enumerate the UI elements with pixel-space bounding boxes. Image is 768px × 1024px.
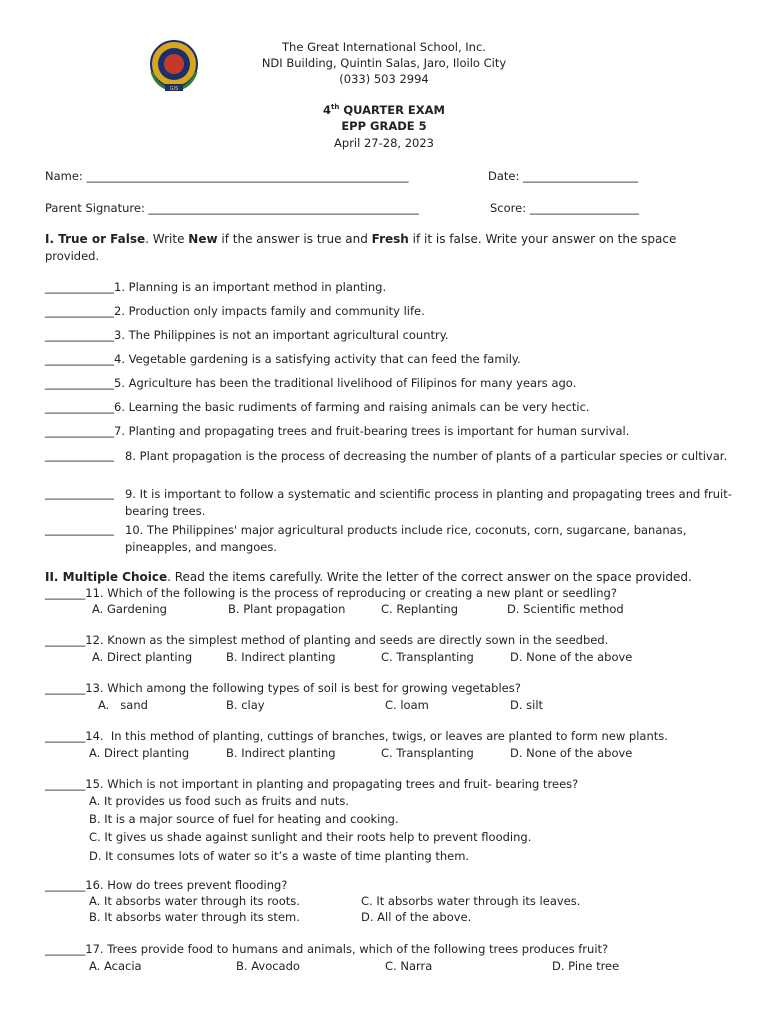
part1-instructions-cont: provided. [45,249,100,263]
option-d: D. silt [510,698,544,712]
option-c: C. Narra [385,959,433,973]
score-field[interactable]: Score: ___________________ [490,201,639,215]
option-a: A. Direct planting [89,746,190,760]
mc-question-17: _______17. Trees provide food to humans and animals, which of the following trees produces fruit? [45,942,609,956]
option-d: D. Pine tree [552,959,620,973]
tf-item: ____________5. Agriculture has been the traditional livelihood of Filipinos for many years ago. [45,376,577,390]
logo-text: GIS [169,86,179,92]
option-c: C. loam [385,698,429,712]
part1-instructions: I. True or False. Write New if the answer is true and Fresh if it is false. Write your answer on the space [45,232,677,246]
option-c: C. It absorbs water through its leaves. [361,894,581,908]
school-address: NDI Building, Quintin Salas, Jaro, Iloilo City [261,56,507,70]
option-b: B. clay [226,698,265,712]
answer-blank[interactable]: ____________ [45,352,114,366]
option-a: A. It absorbs water through its roots. [89,894,300,908]
option-a: A. sand [98,698,148,712]
option-d: D. All of the above. [361,910,472,924]
option-a: A. Gardening [92,602,167,616]
tf-item: ____________7. Planting and propagating trees and fruit-bearing trees is important for human survival. [45,424,630,438]
answer-blank[interactable]: ____________ [45,376,114,390]
parent-signature-field[interactable]: Parent Signature: _______________________________________________ [45,201,419,215]
option-b: B. It absorbs water through its stem. [89,910,300,924]
answer-blank[interactable]: ____________ [45,448,114,462]
date-field[interactable]: Date: ____________________ [488,169,639,183]
answer-blank[interactable]: ____________ [45,486,114,500]
tf-item: ____________2. Production only impacts family and community life. [45,304,425,318]
tf-item-text: 9. It is important to follow a systematic and scientific process in planting and propagating trees and fruit-bearing trees. [125,487,732,518]
answer-blank[interactable]: ____________ [45,304,114,318]
option-a: A. Direct planting [92,650,193,664]
option-a: A. It provides us food such as fruits and nuts. [89,794,350,808]
answer-blank[interactable]: ____________ [45,400,114,414]
mc-question-12: _______12. Known as the simplest method of planting and seeds are directly sown in the seedbed. [45,633,609,647]
mc-question-11: _______11. Which of the following is the process of reproducing or creating a new plant or seedling? [45,586,617,600]
option-d: D. None of the above [510,650,633,664]
option-b: B. Indirect planting [226,650,336,664]
exam-title: 4th QUARTER EXAM [323,103,445,117]
name-field[interactable]: Name: ________________________________________________________ [45,169,409,183]
option-c: C. Transplanting [381,650,474,664]
option-d: D. It consumes lots of water so it’s a waste of time planting them. [89,849,470,863]
option-c: C. Replanting [381,602,459,616]
mc-question-16: _______16. How do trees prevent flooding? [45,878,288,892]
tf-item: ____________4. Vegetable gardening is a satisfying activity that can feed the family. [45,352,521,366]
tf-item-text: 10. The Philippines' major agricultural products include rice, coconuts, corn, sugarcane, bananas, pineapples, and mangoes. [125,523,687,554]
tf-item: ____________6. Learning the basic rudiments of farming and raising animals can be very hectic. [45,400,590,414]
tf-item-text: 8. Plant propagation is the process of decreasing the number of plants of a particular species or cultivar. [125,449,728,463]
answer-blank[interactable]: ____________ [45,328,114,342]
answer-blank[interactable]: ____________ [45,424,114,438]
option-c: C. It gives us shade against sunlight and their roots help to prevent flooding. [89,830,532,844]
tf-item: ____________3. The Philippines is not an important agricultural country. [45,328,449,342]
option-b: B. Indirect planting [226,746,336,760]
answer-blank[interactable]: ____________ [45,280,114,294]
option-d: D. None of the above [510,746,633,760]
exam-date: April 27-28, 2023 [334,136,434,150]
option-d: D. Scientific method [507,602,624,616]
tf-item: ____________1. Planning is an important method in planting. [45,280,387,294]
option-b: B. It is a major source of fuel for heating and cooking. [89,812,399,826]
answer-blank[interactable]: ____________ [45,522,114,536]
mc-question-14: _______14. In this method of planting, cuttings of branches, twigs, or leaves are planted to form new plants. [45,729,668,743]
option-c: C. Transplanting [381,746,474,760]
option-b: B. Avocado [236,959,300,973]
school-phone: (033) 503 2994 [339,72,429,86]
exam-subject: EPP GRADE 5 [341,119,427,133]
option-a: A. Acacia [89,959,142,973]
school-name: The Great International School, Inc. [282,40,486,54]
mc-question-15: _______15. Which is not important in planting and propagating trees and fruit- bearing trees? [45,777,579,791]
option-b: B. Plant propagation [228,602,346,616]
mc-question-13: _______13. Which among the following types of soil is best for growing vegetables? [45,681,521,695]
part2-instructions: II. Multiple Choice. Read the items carefully. Write the letter of the correct answer on the space provided. [45,570,692,584]
